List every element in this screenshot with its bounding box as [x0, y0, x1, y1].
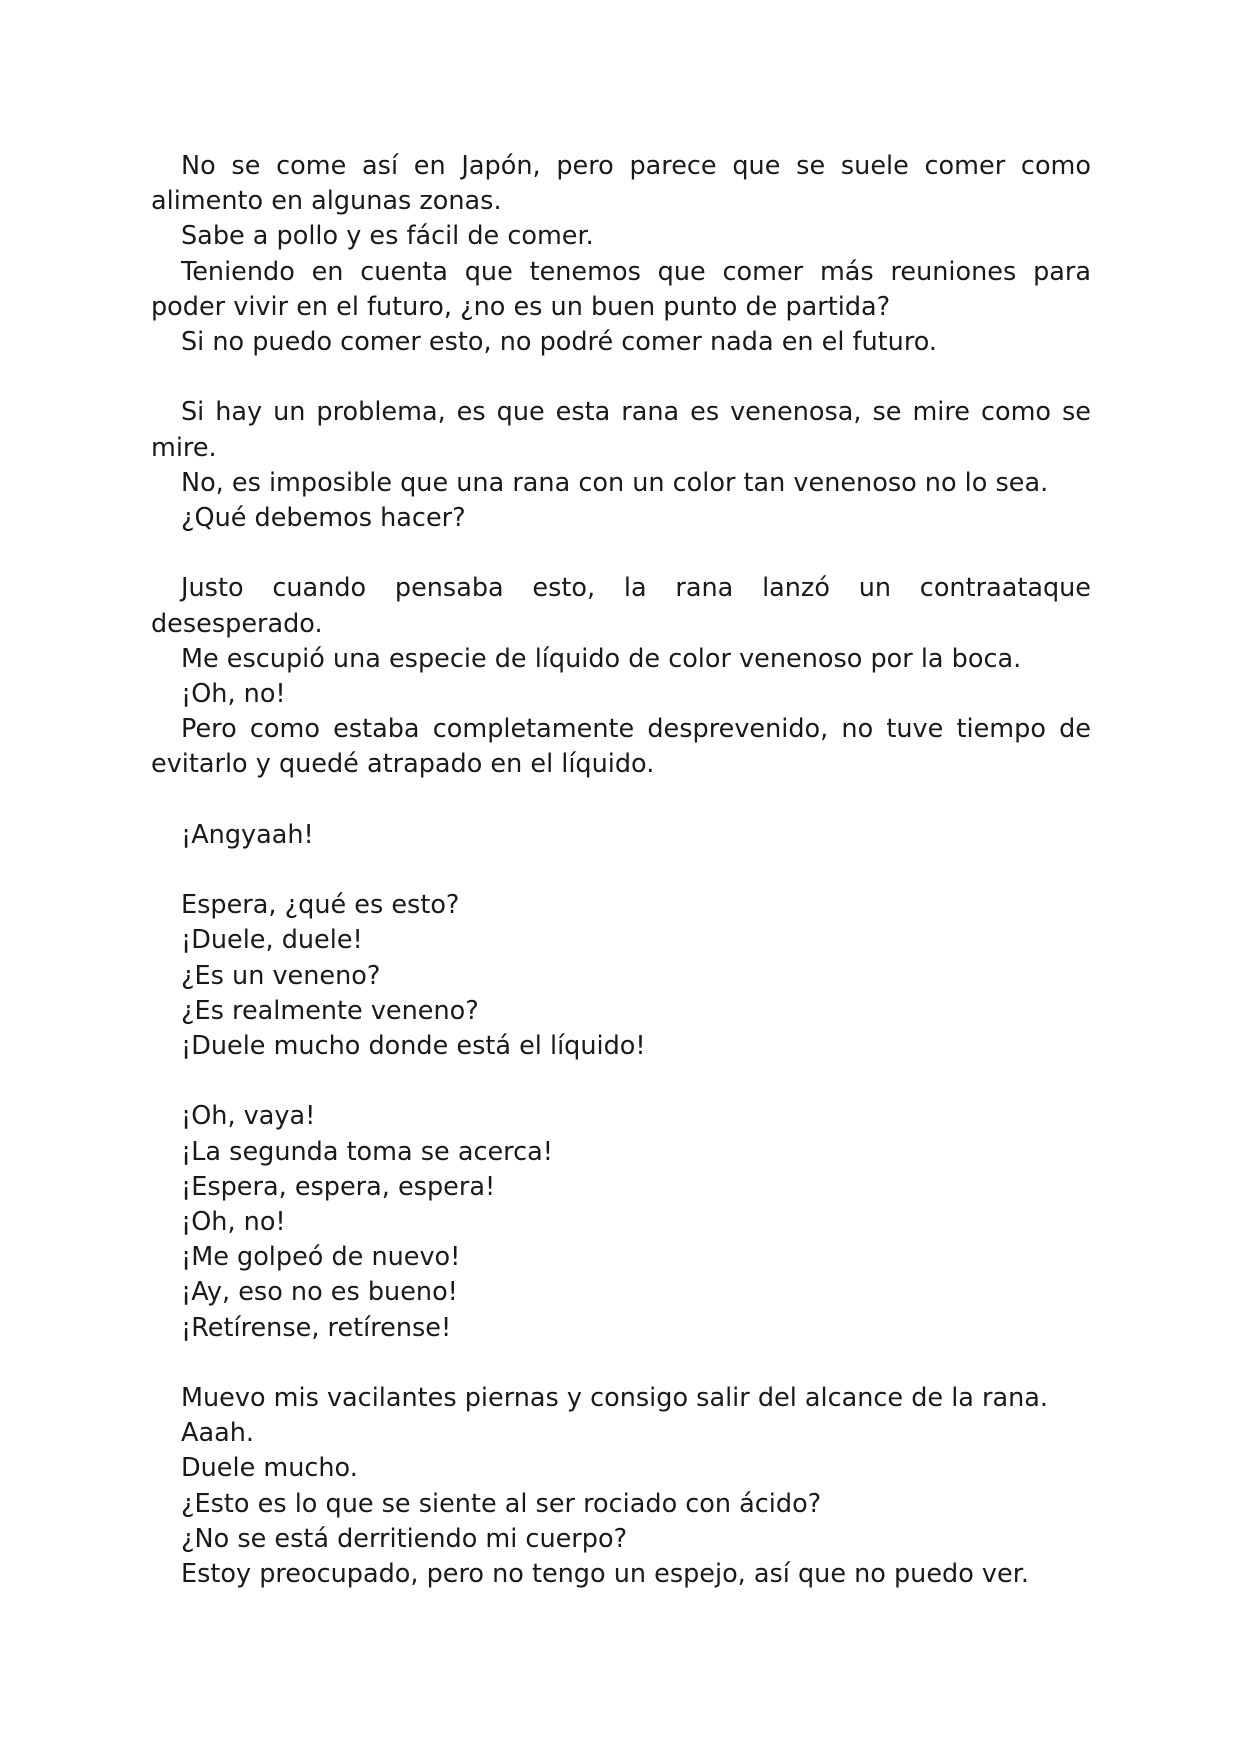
- paragraph-break: [151, 1346, 1091, 1381]
- paragraph-break: [151, 853, 1091, 888]
- paragraph: ¿Es un veneno?: [181, 960, 381, 991]
- paragraph: Estoy preocupado, pero no tengo un espejo, así que no puedo ver.: [181, 1559, 1029, 1590]
- paragraph-break: [151, 360, 1091, 395]
- paragraph: Si hay un problema, es que esta rana es venenosa, se mire como se mire.: [151, 397, 1091, 463]
- paragraph: Aaah.: [181, 1418, 254, 1449]
- paragraph: Espera, ¿qué es esto?: [181, 890, 460, 921]
- paragraph: ¡Retírense, retírense!: [181, 1312, 452, 1343]
- paragraph: Justo cuando pensaba esto, la rana lanzó un contraataque desesperado.: [151, 573, 1091, 639]
- paragraph: ¡Espera, espera, espera!: [181, 1171, 496, 1202]
- paragraph: ¡Me golpeó de nuevo!: [181, 1242, 461, 1273]
- paragraph-break: [151, 1064, 1091, 1099]
- paragraph: Me escupió una especie de líquido de color venenoso por la boca.: [181, 643, 1022, 674]
- paragraph: ¡Duele mucho donde está el líquido!: [181, 1031, 646, 1062]
- paragraph: Si no puedo comer esto, no podré comer nada en el futuro.: [181, 327, 938, 358]
- paragraph: ¡La segunda toma se acerca!: [181, 1136, 553, 1167]
- paragraph: ¿Esto es lo que se siente al ser rociado con ácido?: [181, 1488, 822, 1519]
- paragraph: ¿No se está derritiendo mi cuerpo?: [181, 1523, 628, 1554]
- paragraph: No se come así en Japón, pero parece que se suele comer como alimento en algunas zonas.: [151, 151, 1091, 217]
- paragraph-break: [151, 536, 1091, 571]
- document-page: [151, 149, 1091, 1592]
- paragraph: Pero como estaba completamente desprevenido, no tuve tiempo de evitarlo y quedé atrapado en el líquido.: [151, 714, 1091, 780]
- paragraph-break: [151, 783, 1091, 818]
- paragraph: ¡Oh, no!: [181, 1207, 286, 1238]
- paragraph: ¡Oh, vaya!: [181, 1101, 316, 1132]
- paragraph: ¡Angyaah!: [181, 819, 314, 850]
- paragraph: Duele mucho.: [181, 1453, 358, 1484]
- paragraph: Muevo mis vacilantes piernas y consigo salir del alcance de la rana.: [181, 1383, 1049, 1414]
- paragraph: ¡Duele, duele!: [181, 925, 363, 956]
- paragraph: No, es imposible que una rana con un color tan venenoso no lo sea.: [181, 467, 1049, 498]
- paragraph: ¿Qué debemos hacer?: [181, 503, 466, 534]
- paragraph: Sabe a pollo y es fácil de comer.: [181, 221, 594, 252]
- paragraph: ¡Oh, no!: [181, 679, 286, 710]
- paragraph: Teniendo en cuenta que tenemos que comer más reuniones para poder vivir en el futuro, ¿no es un buen punto de partida?: [151, 256, 1091, 322]
- paragraph: ¡Ay, eso no es bueno!: [181, 1277, 458, 1308]
- paragraph: ¿Es realmente veneno?: [181, 995, 479, 1026]
